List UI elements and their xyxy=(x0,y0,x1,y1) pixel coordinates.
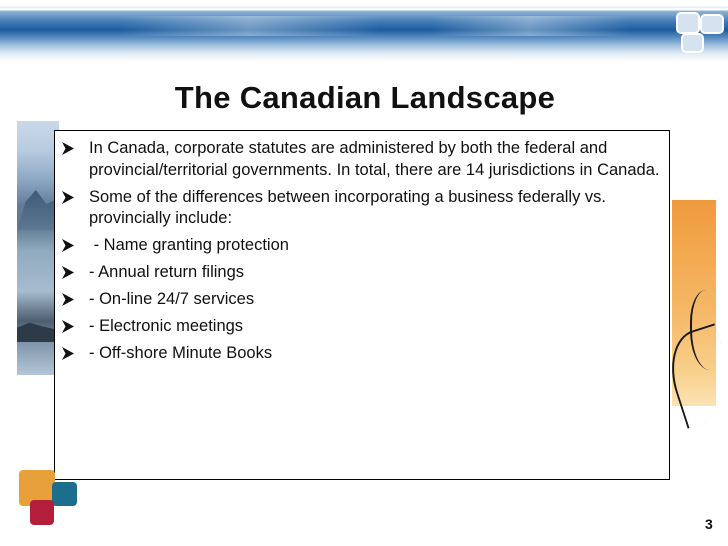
band-highlight xyxy=(120,16,380,36)
bullet-item xyxy=(58,187,670,230)
bullet-text: In Canada, corporate statutes are administered by both the federal and provincial/territorial governments. In total, there are 14 jurisdictions in Canada. xyxy=(89,139,660,179)
bullet-text: - Electronic meetings xyxy=(89,317,244,335)
logo-square xyxy=(681,33,704,53)
slide-title: The Canadian Landscape xyxy=(174,80,556,115)
header-band xyxy=(0,0,728,62)
bullet-text: - Off-shore Minute Books xyxy=(89,344,273,362)
band-highlight xyxy=(430,16,630,36)
logo-square xyxy=(676,12,700,34)
arrow-right-icon xyxy=(62,347,74,360)
arrow-right-icon xyxy=(62,320,74,333)
bullet-item xyxy=(58,289,670,311)
arrow-right-icon xyxy=(62,293,74,306)
bullet-item xyxy=(58,262,670,284)
bullet-item xyxy=(58,235,670,257)
bullet-list xyxy=(58,138,670,370)
logo-square xyxy=(700,14,724,34)
arrow-right-icon xyxy=(62,266,74,279)
page-number: 3 xyxy=(705,516,713,532)
bullet-item xyxy=(58,343,670,365)
bullet-text: - On-line 24/7 services xyxy=(89,290,255,308)
arrow-right-icon xyxy=(62,191,74,204)
arrow-right-icon xyxy=(62,142,74,155)
logo-square-red xyxy=(30,500,54,525)
arrow-right-icon xyxy=(62,239,74,252)
bullet-item xyxy=(58,138,670,181)
bullet-text: - Name granting protection xyxy=(89,236,289,254)
bullet-text: - Annual return filings xyxy=(89,263,245,281)
logo-square-teal xyxy=(52,482,77,506)
bullet-text: Some of the differences between incorporating a business federally vs. provincially include: xyxy=(89,187,606,227)
bullet-item xyxy=(58,316,670,338)
